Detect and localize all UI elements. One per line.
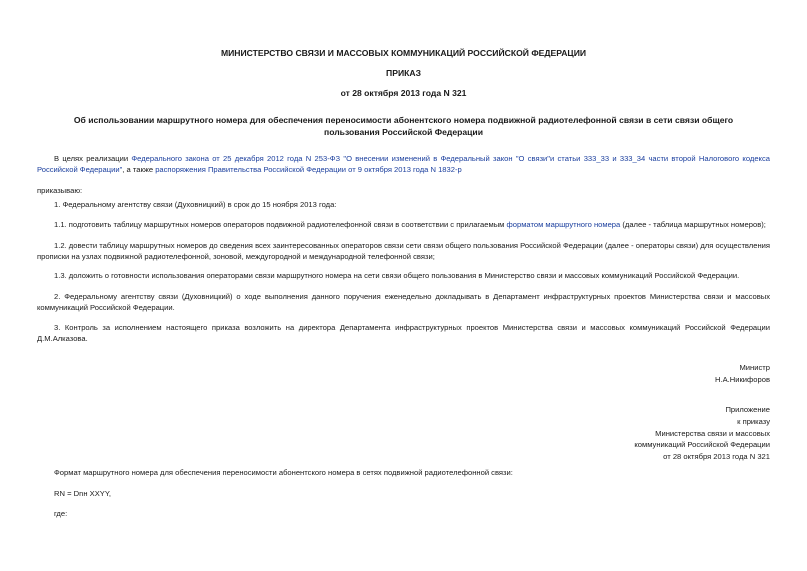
- appendix-line-5: от 28 октября 2013 года N 321: [663, 452, 770, 462]
- item-1-1-suffix: (далее - таблица маршрутных номеров);: [620, 220, 766, 229]
- federal-law-link[interactable]: Федерального закона от 25 декабря 2012 года N 253-ФЗ "О внесении изменений в Федеральный закон "О связи"и статьи 333_33 и 333_34 части второй Налогового кодекса Российской Федерации": [37, 154, 770, 174]
- item-1-1: [37, 219, 770, 230]
- item-1-2: 1.2. довести таблицу маршрутных номеров до сведения всех заинтересованных операторов связи сети связи общего пользования Российской Федерации (далее - операторы связи) для осуществления прописки на узлах подвижной радиотелефонной, зоновой, междугородной и международной телефонной связи;: [37, 241, 770, 261]
- order-date: от 28 октября 2013 года N 321: [340, 88, 467, 98]
- item-1-3: 1.3. доложить о готовности использования операторами связи маршрутного номера на сети связи общего пользования в Министерство связи и массовых коммуникаций Российской Федерации.: [54, 271, 740, 280]
- signature-position: Министр: [739, 363, 770, 372]
- ministry-heading: МИНИСТЕРСТВО СВЯЗИ И МАССОВЫХ КОММУНИКАЦИЙ РОССИЙСКОЙ ФЕДЕРАЦИИ: [220, 48, 587, 58]
- government-decree-link[interactable]: распоряжения Правительства Российской Федерации от 9 октября 2013 года N 1832-р: [155, 165, 462, 174]
- format-formula: RN = Dnн XXYY,: [54, 489, 112, 498]
- intro-paragraph: [37, 153, 770, 175]
- decree-word: приказываю:: [37, 186, 83, 195]
- document-title: Об использовании маршрутного номера для обеспечения переносимости абонентского номера подвижной радиотелефонной связи в сети связи общего пользования Российской Федерации: [73, 115, 734, 137]
- item-2: 2. Федеральному агентству связи (Духовницкий) о ходе выполнения данного поручения еженедельно докладывать в Департамент инфраструктурных проектов Министерства связи и массовых коммуникаций Российской Федерации.: [37, 292, 770, 312]
- intro-prefix: В целях реализации: [54, 154, 132, 163]
- appendix-line-2: к приказу: [737, 416, 770, 426]
- appendix-line-4: коммуникаций Российской Федерации: [634, 440, 770, 450]
- intro-middle: , а также: [122, 165, 156, 174]
- format-where: где:: [54, 509, 68, 518]
- signature-block: [715, 362, 770, 386]
- item-3: 3. Контроль за исполнением настоящего приказа возложить на директора Департамента инфраструктурных проектов Министерства связи и массовых коммуникаций Российской Федерации Д.М.Алказова.: [37, 323, 770, 343]
- signature-name: Н.А.Никифоров: [714, 374, 770, 384]
- appendix-line-1: Приложение: [725, 405, 770, 414]
- appendix-block: [634, 404, 770, 463]
- format-intro: Формат маршрутного номера для обеспечения переносимости абонентского номера в сетях подвижной радиотелефонной связи:: [54, 468, 513, 477]
- appendix-line-3: Министерства связи и массовых: [655, 428, 770, 438]
- route-number-format-link[interactable]: форматом маршрутного номера: [506, 220, 621, 229]
- order-heading: ПРИКАЗ: [386, 68, 421, 78]
- item-1-1-prefix: 1.1. подготовить таблицу маршрутных номеров операторов подвижной радиотелефонной связи в соответствии с прилагаемым: [54, 220, 507, 229]
- item-1: 1. Федеральному агентству связи (Духовницкий) в срок до 15 ноября 2013 года:: [54, 200, 337, 209]
